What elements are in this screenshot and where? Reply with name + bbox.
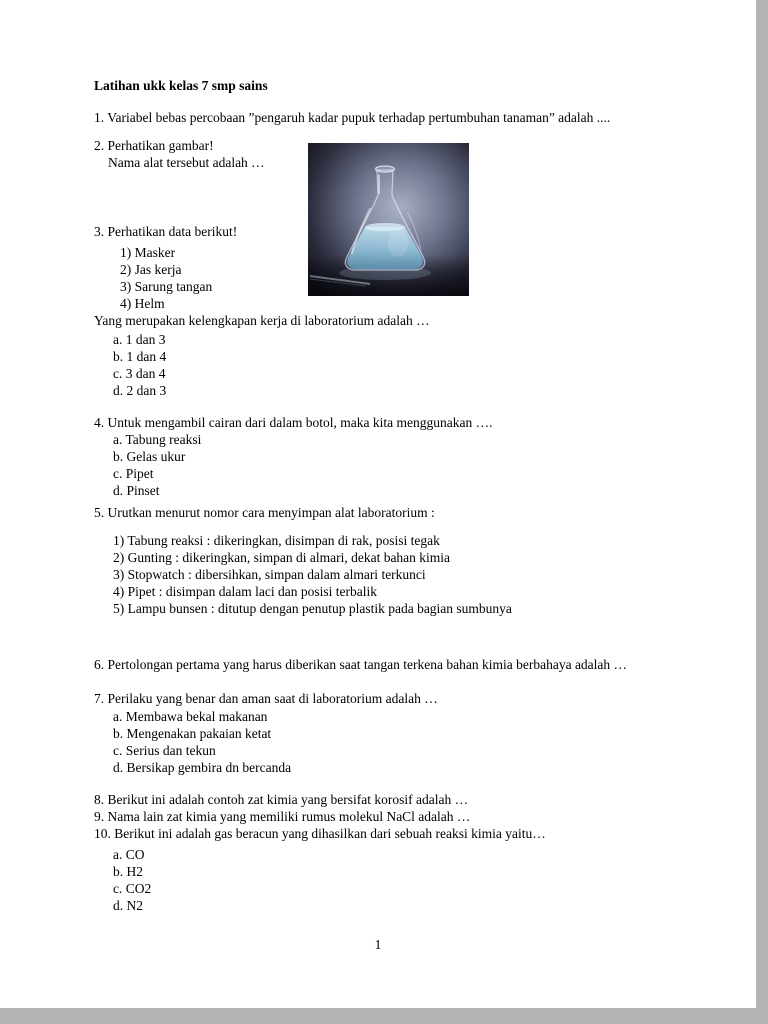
question-3-item: 1) Masker xyxy=(120,245,176,260)
erlenmeyer-flask-photo xyxy=(308,143,469,296)
question-3-option-d: d. 2 dan 3 xyxy=(113,383,167,398)
question-3-item: 4) Helm xyxy=(120,296,165,311)
question-7-option-a: a. Membawa bekal makanan xyxy=(113,709,268,724)
question-8: 8. Berikut ini adalah contoh zat kimia yang bersifat korosif adalah … xyxy=(94,792,469,807)
question-10-option-d: d. N2 xyxy=(113,898,143,913)
question-4-option-d: d. Pinset xyxy=(113,483,160,498)
question-4-option-b: b. Gelas ukur xyxy=(113,449,186,464)
page-title: Latihan ukk kelas 7 smp sains xyxy=(94,78,268,93)
question-3-stem: Yang merupakan kelengkapan kerja di laboratorium adalah … xyxy=(94,313,430,328)
question-5-item: 4) Pipet : disimpan dalam laci dan posisi terbalik xyxy=(113,584,377,599)
question-7-option-b: b. Mengenakan pakaian ketat xyxy=(113,726,272,741)
question-10-option-a: a. CO xyxy=(113,847,145,862)
question-9: 9. Nama lain zat kimia yang memiliki rumus molekul NaCl adalah … xyxy=(94,809,471,824)
question-5-item: 1) Tabung reaksi : dikeringkan, disimpan di rak, posisi tegak xyxy=(113,533,440,548)
question-5-item: 3) Stopwatch : dibersihkan, simpan dalam almari terkunci xyxy=(113,567,426,582)
question-3-item: 3) Sarung tangan xyxy=(120,279,213,294)
question-4-option-c: c. Pipet xyxy=(113,466,154,481)
question-5: 5. Urutkan menurut nomor cara menyimpan alat laboratorium : xyxy=(94,505,435,520)
page-number: 1 xyxy=(374,937,382,952)
question-6: 6. Pertolongan pertama yang harus diberikan saat tangan terkena bahan kimia berbahaya adalah … xyxy=(94,657,628,672)
question-1: 1. Variabel bebas percobaan ”pengaruh kadar pupuk terhadap pertumbuhan tanaman” adalah .... xyxy=(94,110,611,125)
question-4-option-a: a. Tabung reaksi xyxy=(113,432,202,447)
question-3-option-b: b. 1 dan 4 xyxy=(113,349,167,364)
question-10: 10. Berikut ini adalah gas beracun yang dihasilkan dari sebuah reaksi kimia yaitu… xyxy=(94,826,546,841)
question-4: 4. Untuk mengambil cairan dari dalam botol, maka kita menggunakan …. xyxy=(94,415,493,430)
question-10-option-c: c. CO2 xyxy=(113,881,152,896)
flask-photo-graphic xyxy=(308,143,469,296)
question-3-option-a: a. 1 dan 3 xyxy=(113,332,166,347)
question-7-option-c: c. Serius dan tekun xyxy=(113,743,216,758)
question-7-option-d: d. Bersikap gembira dn bercanda xyxy=(113,760,292,775)
question-5-item: 5) Lampu bunsen : ditutup dengan penutup plastik pada bagian sumbunya xyxy=(113,601,512,616)
question-10-option-b: b. H2 xyxy=(113,864,143,879)
question-3-option-c: c. 3 dan 4 xyxy=(113,366,166,381)
question-3-item: 2) Jas kerja xyxy=(120,262,182,277)
question-3: 3. Perhatikan data berikut! xyxy=(94,224,238,239)
question-2-prompt: Nama alat tersebut adalah … xyxy=(108,155,265,170)
question-2: 2. Perhatikan gambar! xyxy=(94,138,214,153)
question-7: 7. Perilaku yang benar dan aman saat di laboratorium adalah … xyxy=(94,691,438,706)
question-5-item: 2) Gunting : dikeringkan, simpan di almari, dekat bahan kimia xyxy=(113,550,451,565)
